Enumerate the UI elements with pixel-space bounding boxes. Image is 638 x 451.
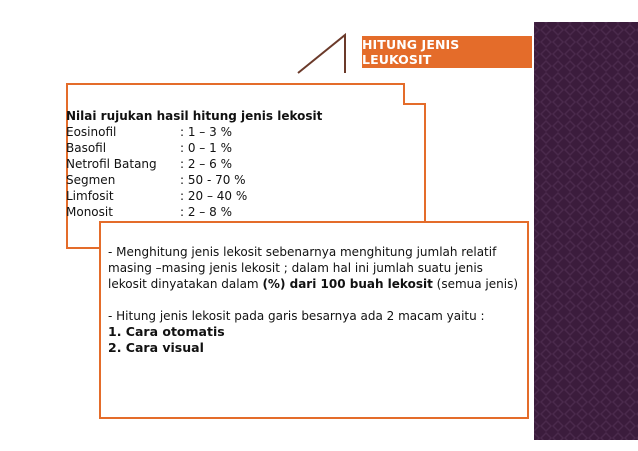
reference-title: Nilai rujukan hasil hitung jenis lekosit: [66, 109, 323, 123]
leukocyte-type: Segmen: [66, 173, 116, 187]
info-text: [108, 244, 528, 356]
reference-range: : 20 – 40 %: [180, 189, 248, 203]
reference-range: : 2 – 6 %: [180, 157, 232, 171]
reference-range: : 0 – 1 %: [180, 141, 232, 155]
leukocyte-type: Netrofil Batang: [66, 157, 157, 171]
reference-values: [66, 108, 416, 220]
reference-row: [66, 204, 416, 220]
leukocyte-type: Basofil: [66, 141, 107, 155]
reference-range: : 1 – 3 %: [180, 125, 232, 139]
slide-title: HITUNG JENIS LEUKOSIT: [362, 36, 532, 68]
right-decor-band: [534, 22, 638, 440]
reference-range: : 50 - 70 %: [180, 173, 246, 187]
info-line: - Menghitung jenis lekosit sebenarnya menghitung jumlah relatif: [108, 245, 497, 259]
reference-range: : 2 – 8 %: [180, 205, 232, 219]
info-line-text: (semua jenis): [432, 277, 519, 291]
info-line-emphasis: (%) dari 100 buah lekosit: [262, 277, 433, 291]
leukocyte-type: Monosit: [66, 205, 113, 219]
reference-row: [66, 172, 416, 188]
spacer: [108, 292, 528, 308]
info-line: [108, 276, 528, 292]
leukocyte-type: Eosinofil: [66, 125, 117, 139]
info-line-text: lekosit dinyatakan dalam: [108, 277, 263, 291]
reference-row: [66, 124, 416, 140]
info-line: masing –masing jenis lekosit ; dalam hal ini jumlah suatu jenis: [108, 261, 483, 275]
method-item: 2. Cara visual: [108, 340, 204, 355]
info-line: - Hitung jenis lekosit pada garis besarnya ada 2 macam yaitu :: [108, 309, 485, 323]
reference-row: [66, 188, 416, 204]
method-item: 1. Cara otomatis: [108, 324, 225, 339]
reference-row: [66, 140, 416, 156]
top-accent-line: [298, 35, 345, 73]
reference-row: [66, 156, 416, 172]
leukocyte-type: Limfosit: [66, 189, 114, 203]
